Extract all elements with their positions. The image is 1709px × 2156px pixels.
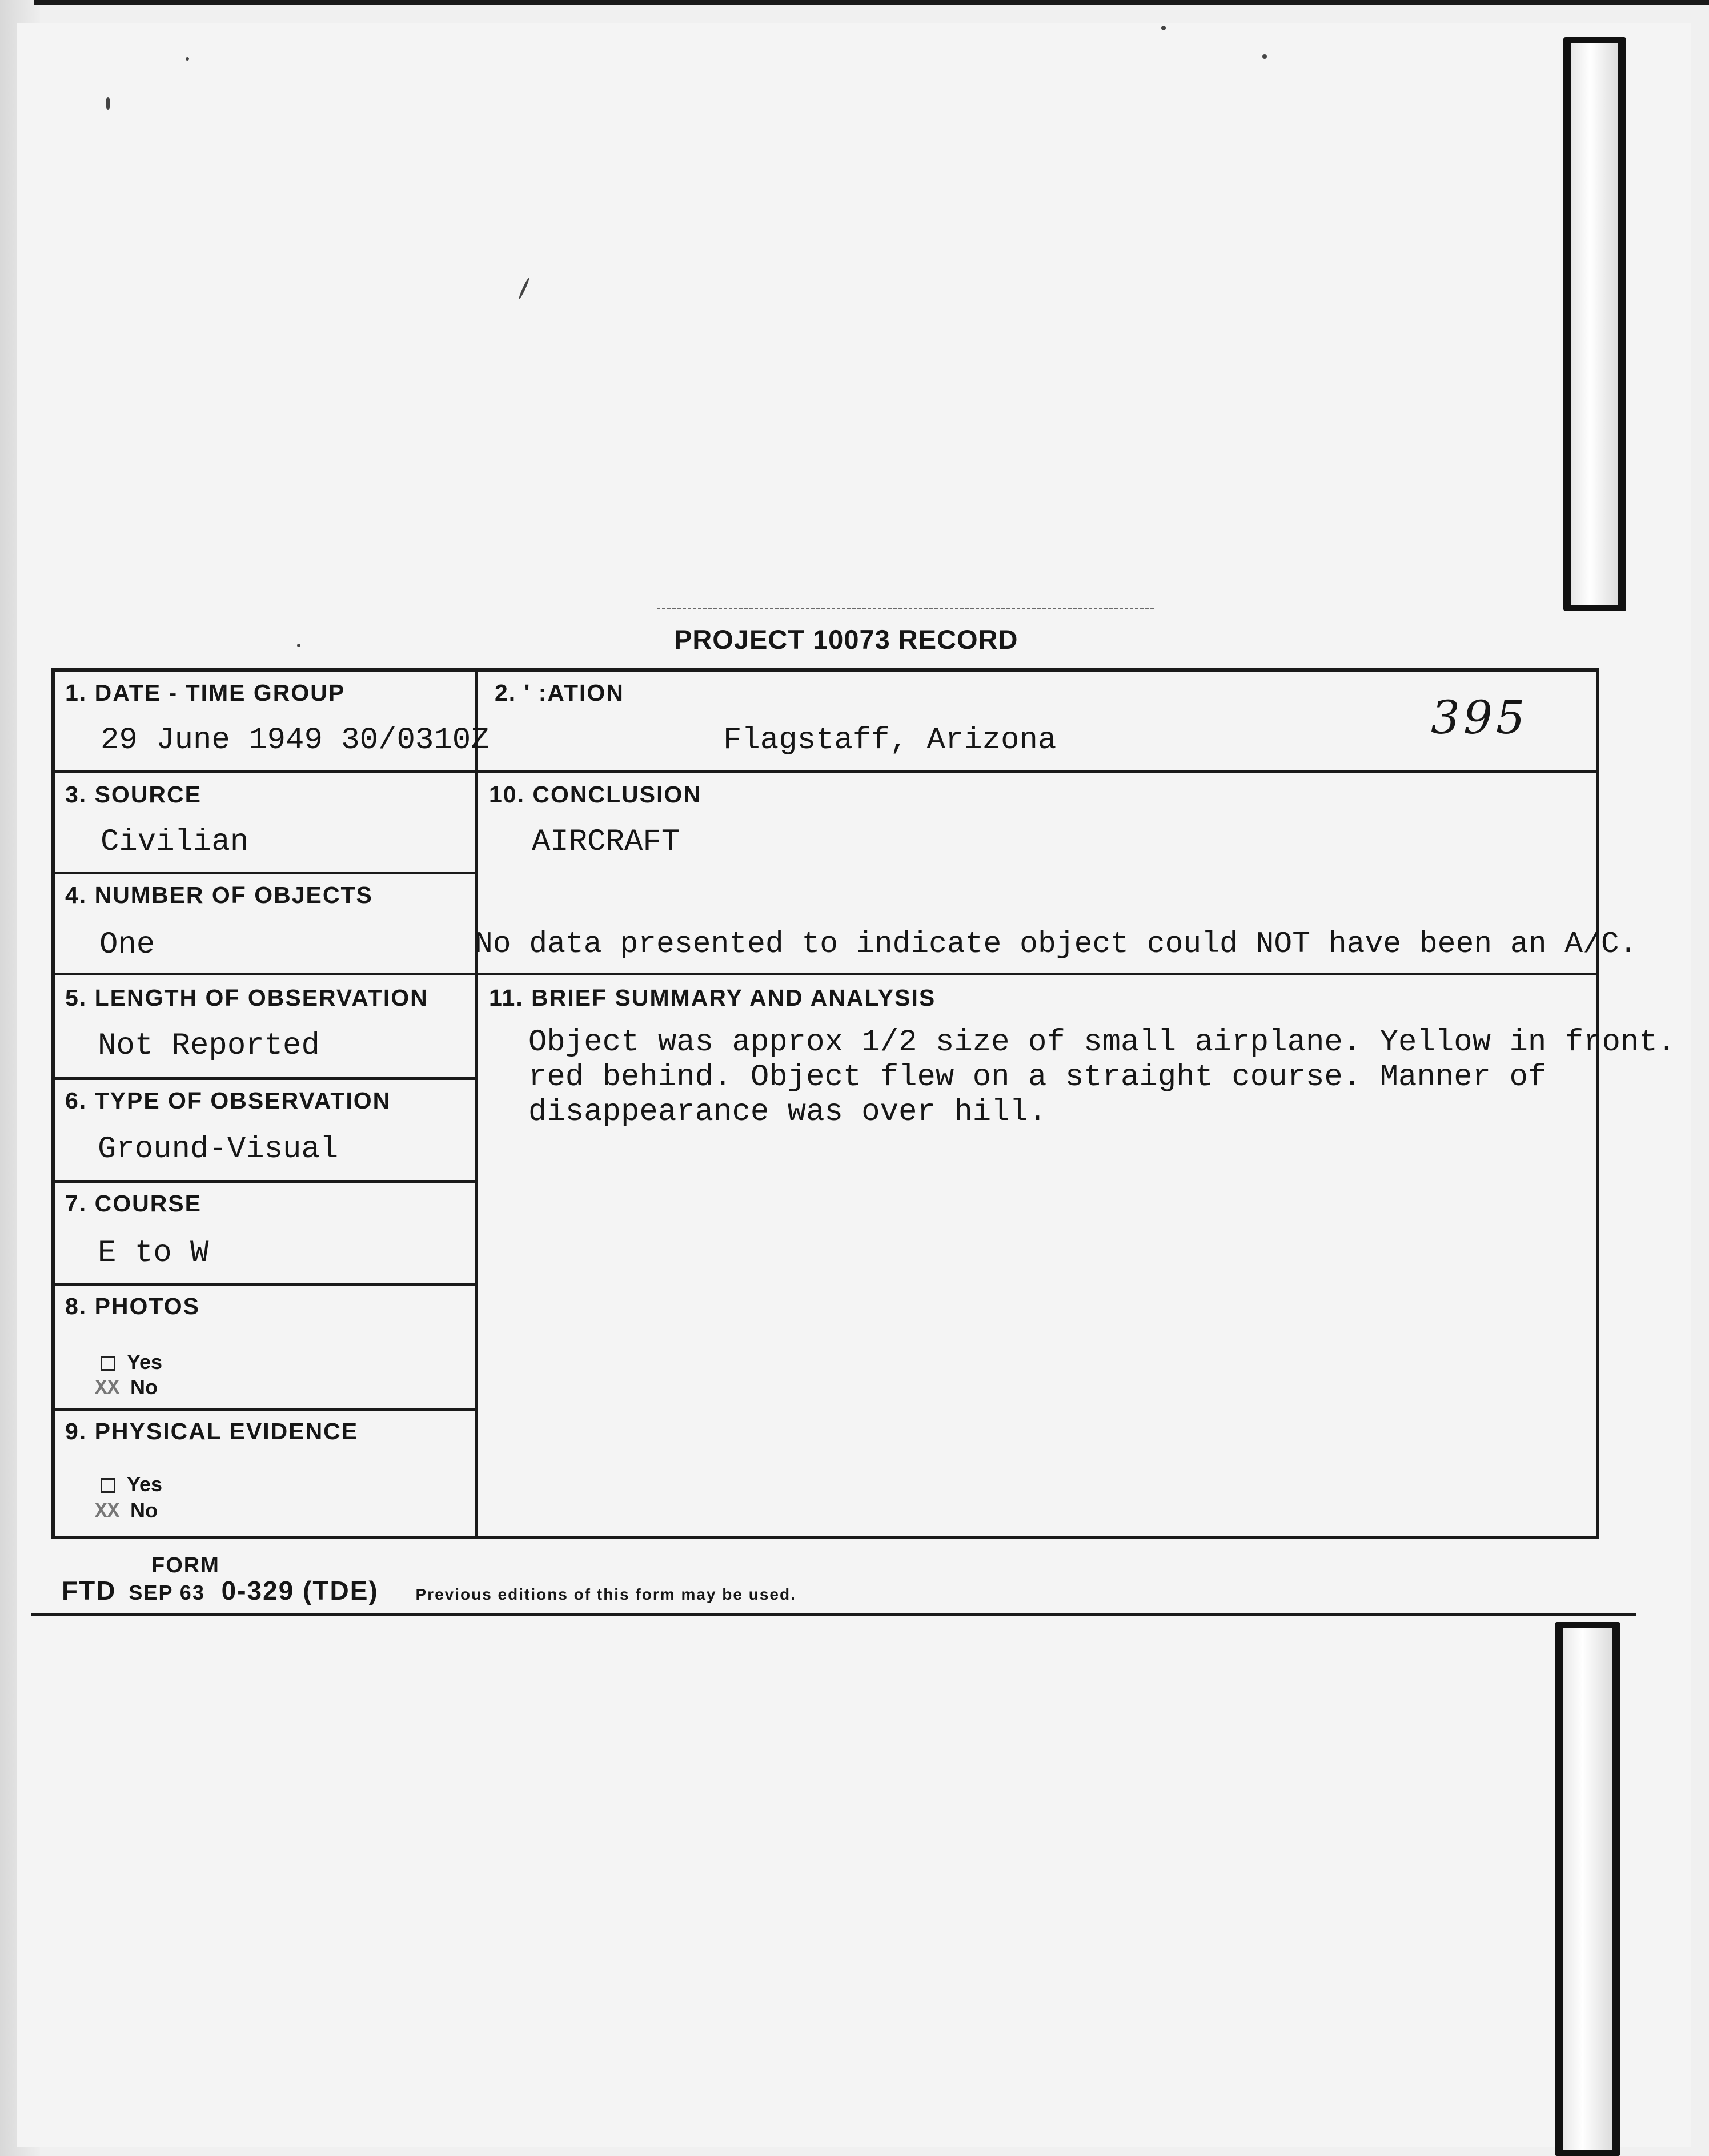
title-dashed-rule (657, 608, 1154, 609)
speck (297, 644, 300, 647)
length-of-observation-label: 5. LENGTH OF OBSERVATION (65, 985, 428, 1011)
document-title: PROJECT 10073 RECORD (674, 624, 1018, 655)
location-label: 2. ' :ATION (495, 680, 624, 706)
row-divider (55, 1077, 475, 1080)
column-divider (475, 672, 478, 1537)
film-strip-top (1563, 37, 1626, 611)
row-divider (55, 770, 1597, 773)
footer-date-code: SEP 63 (129, 1581, 205, 1604)
handwritten-case-number: 395 (1431, 691, 1529, 744)
physical-evidence-yes[interactable]: Yes (101, 1472, 162, 1496)
physical-evidence-no[interactable]: XX No (95, 1499, 158, 1522)
conclusion-label: 10. CONCLUSION (489, 781, 701, 808)
row-divider (55, 872, 475, 874)
photos-label: 8. PHOTOS (65, 1293, 200, 1319)
photos-no[interactable]: XX No (95, 1375, 158, 1399)
footer-form-id (62, 1575, 796, 1606)
length-of-observation-value: Not Reported (98, 1029, 320, 1063)
footer-form-label: FORM (151, 1553, 220, 1577)
checkbox-icon (101, 1478, 115, 1493)
footer-form-number: 0-329 (TDE) (221, 1576, 379, 1605)
summary-line: Object was approx 1/2 size of small airplane. Yellow in front. (528, 1025, 1676, 1060)
type-of-observation-value: Ground-Visual (98, 1132, 339, 1167)
speck (1161, 26, 1166, 30)
summary-label: 11. BRIEF SUMMARY AND ANALYSIS (489, 985, 936, 1011)
checked-x-icon: XX (95, 1380, 120, 1398)
top-rule (34, 0, 1709, 5)
checked-x-icon: XX (95, 1503, 120, 1521)
photos-yes[interactable]: Yes (101, 1350, 162, 1374)
number-of-objects-label: 4. NUMBER OF OBJECTS (65, 882, 373, 908)
speck (186, 57, 189, 61)
row-divider (55, 1180, 475, 1183)
conclusion-note: No data presented to indicate object could NOT have been an A/C. (475, 927, 1638, 961)
bottom-rule (31, 1613, 1636, 1616)
number-of-objects-value: One (99, 928, 155, 962)
summary-line: red behind. Object flew on a straight course. Manner of (528, 1060, 1547, 1095)
summary-line: disappearance was over hill. (528, 1095, 1047, 1130)
physical-evidence-label: 9. PHYSICAL EVIDENCE (65, 1418, 359, 1444)
speck (106, 97, 110, 110)
course-value: E to W (98, 1236, 209, 1271)
type-of-observation-label: 6. TYPE OF OBSERVATION (65, 1087, 391, 1114)
conclusion-value: AIRCRAFT (532, 825, 680, 860)
checkbox-icon (101, 1356, 115, 1371)
film-strip-bottom (1555, 1622, 1620, 2156)
source-label: 3. SOURCE (65, 781, 202, 808)
row-divider (55, 973, 1597, 975)
footer-note: Previous editions of this form may be used. (415, 1585, 796, 1603)
summary-text (528, 1025, 1676, 1130)
date-time-group-label: 1. DATE - TIME GROUP (65, 680, 346, 706)
speck (1262, 54, 1267, 59)
source-value: Civilian (101, 825, 249, 860)
course-label: 7. COURSE (65, 1190, 202, 1216)
row-divider (55, 1408, 475, 1411)
date-time-group-value: 29 June 1949 30/0310Z (101, 723, 490, 758)
footer-ftd: FTD (62, 1576, 117, 1605)
row-divider (55, 1283, 475, 1286)
location-value: Flagstaff, Arizona (723, 723, 1057, 758)
